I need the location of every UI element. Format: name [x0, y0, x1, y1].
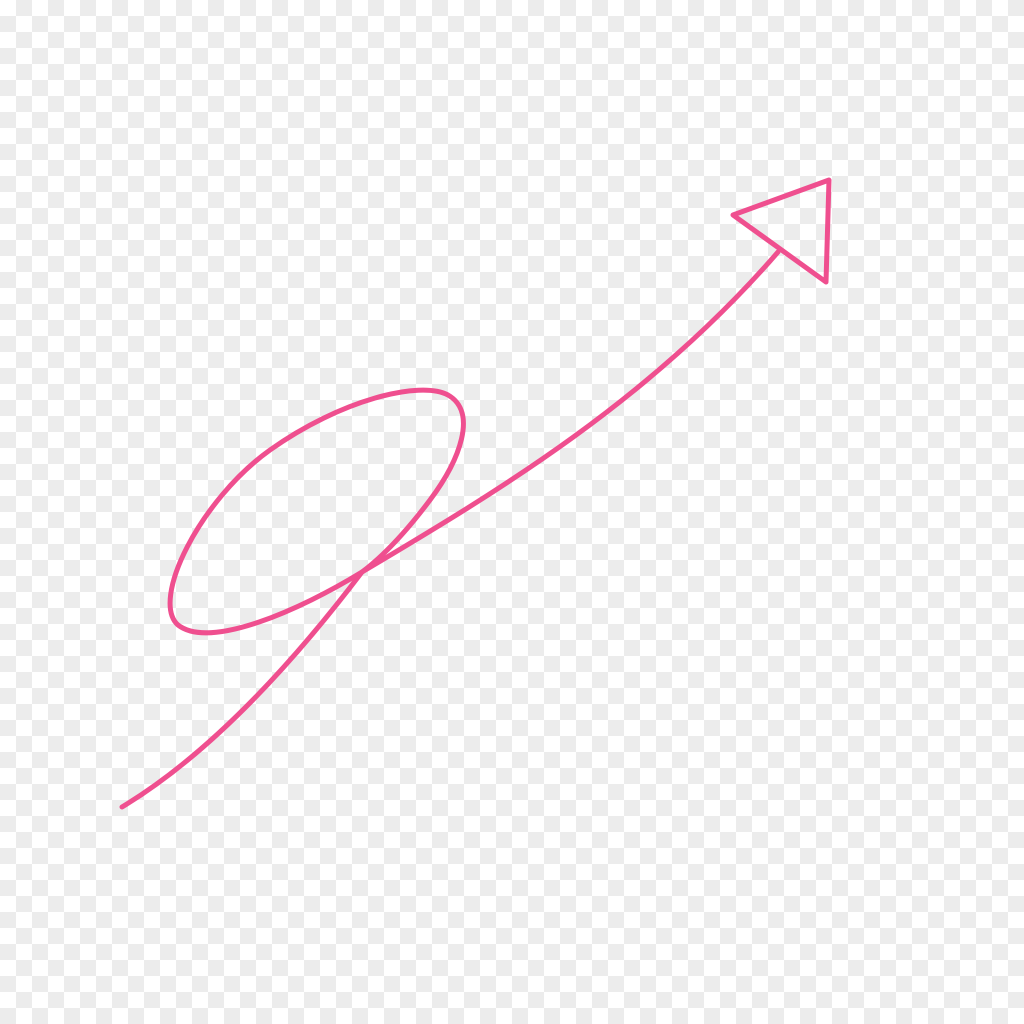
arrow-head — [733, 180, 829, 282]
arrow-shaft — [122, 252, 778, 807]
arrow-loop — [170, 390, 463, 633]
